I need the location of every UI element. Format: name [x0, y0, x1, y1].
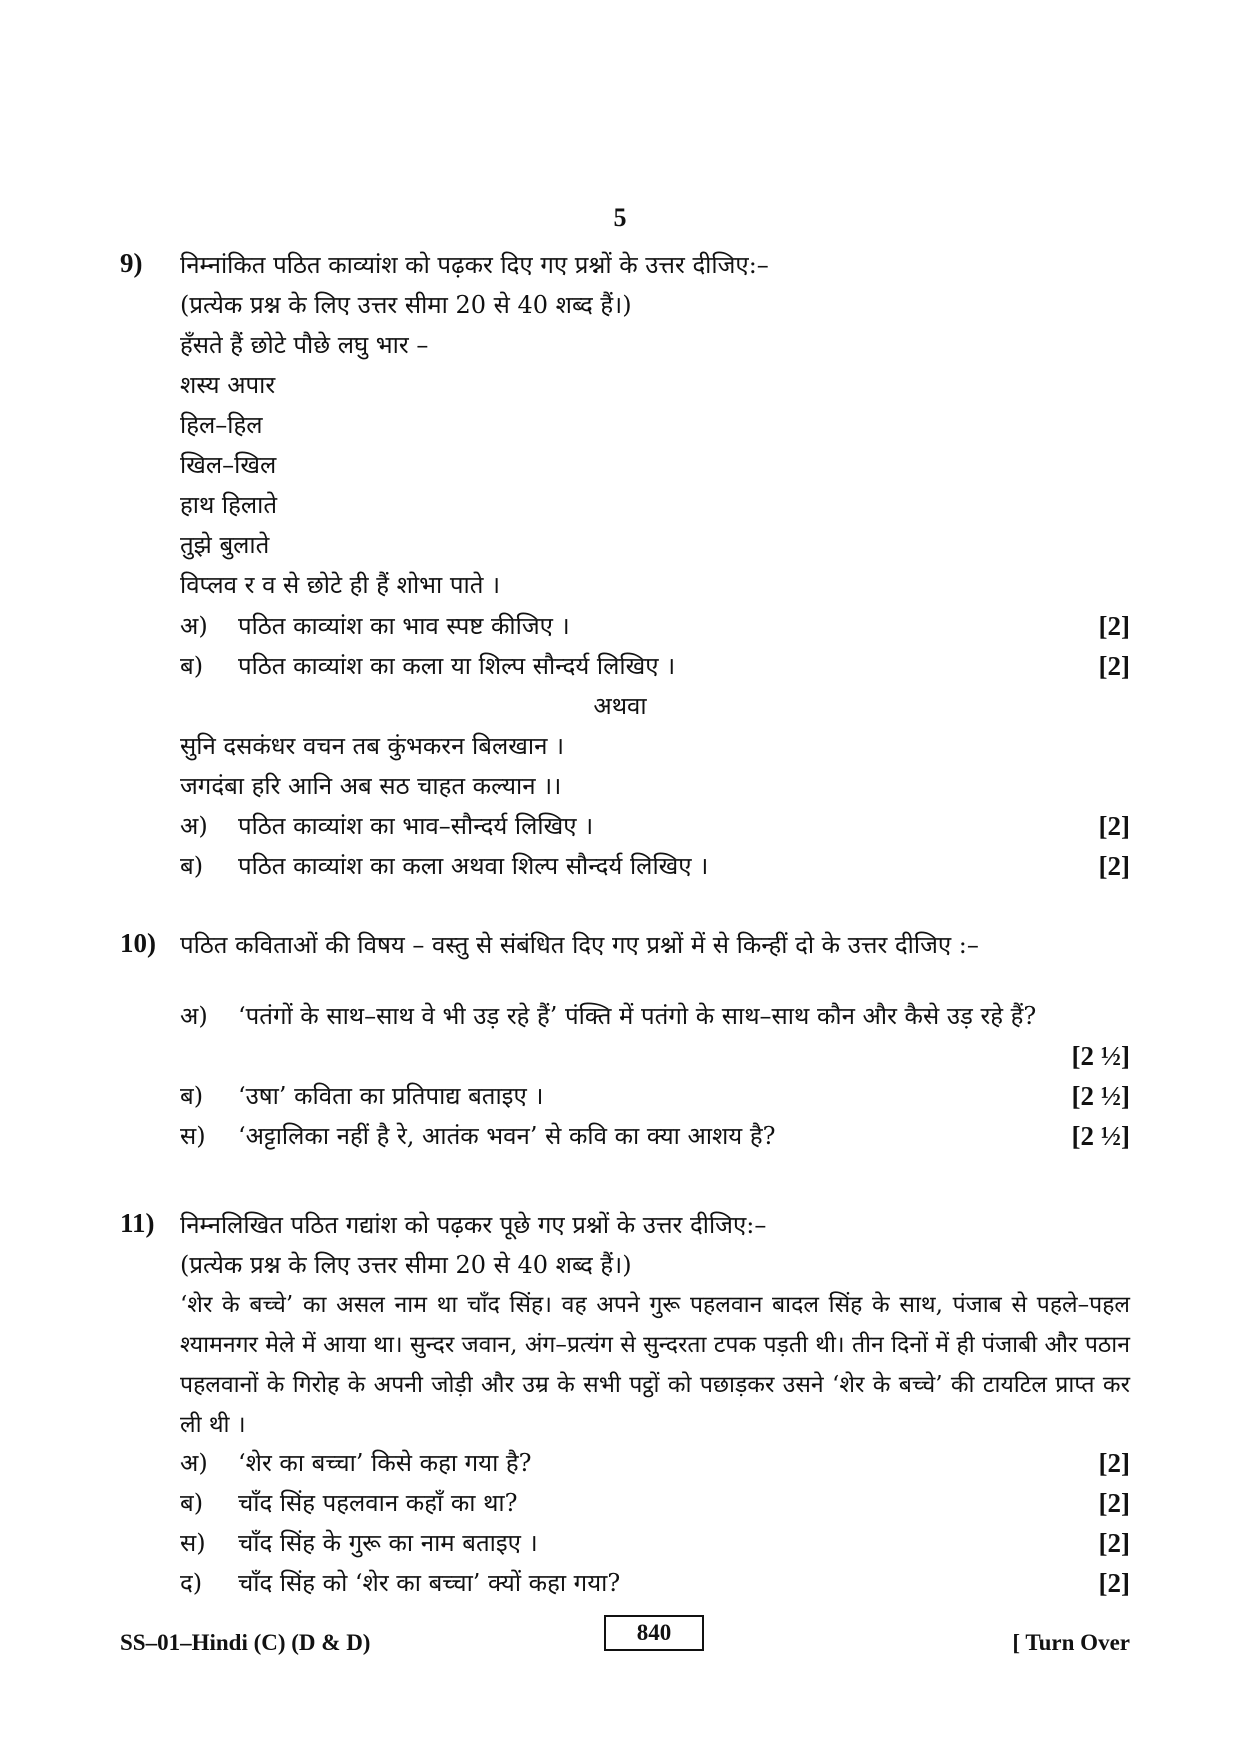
question-9-alt-a [180, 811, 1130, 841]
sub-question-label: अ) [180, 1002, 208, 1030]
question-10-instruction: पठित कविताओं की विषय – वस्तु से संबंधित दिए गए प्रश्नों में से किन्हीं दो के उत्तर दीजिए :– [180, 931, 979, 959]
sub-question-text: पठित काव्यांश का भाव स्पष्ट कीजिए । [238, 612, 570, 640]
poem-alt-line: जगदंबा हरि आनि अब सठ चाहत कल्यान ।। [180, 772, 562, 800]
question-11-c [180, 1528, 1130, 1558]
sub-question-text: ‘पतंगों के साथ–साथ वे भी उड़ रहे हैं’ पंक्ति में पतंगो के साथ–साथ कौन और कैसे उड़ रहे हैं? [238, 1002, 1037, 1030]
question-9-instruction: निम्नांकित पठित काव्यांश को पढ़कर दिए गए प्रश्नों के उत्तर दीजिए:– [180, 251, 769, 279]
question-11-number: 11) [120, 1208, 155, 1238]
prose-passage: ‘शेर के बच्चे’ का असल नाम था चाँद सिंह। वह अपने गुरू पहलवान बादल सिंह के साथ, पंजाब से पहले–पहल श्यामनगर मेले में आया था। सुन्दर जवान, अंग–प्रत्यंग से सुन्दरता टपक पड़ती थी। तीन दिनों में ही पंजाबी और पठान पहलवानों के गिरोह के अपनी जोड़ी और उम्र के सभी पट्ठों को पछाड़कर उसने ‘शेर के बच्चे’ की टायटिल प्राप्त कर ली थी । [180, 1292, 1130, 1438]
marks: [2] [1098, 1488, 1130, 1518]
sub-question-label: ब) [180, 852, 204, 880]
sub-question-label: ब) [180, 1489, 204, 1517]
or-separator: अथवा [593, 692, 647, 720]
sub-question-label: ब) [180, 1082, 204, 1110]
sub-question-text: पठित काव्यांश का भाव–सौन्दर्य लिखिए । [238, 812, 594, 840]
question-10-c [180, 1121, 1130, 1151]
poem-line: हाथ हिलाते [180, 491, 278, 519]
question-11-limit: (प्रत्येक प्रश्न के लिए उत्तर सीमा 20 से 40 शब्द हैं।) [180, 1251, 632, 1279]
marks: [2] [1098, 651, 1130, 681]
marks: [2] [1098, 811, 1130, 841]
sub-question-text: ‘उषा’ कविता का प्रतिपाद्य बताइए । [238, 1082, 544, 1110]
question-11-instruction: निम्नलिखित पठित गद्यांश को पढ़कर पूछे गए प्रश्नों के उत्तर दीजिए:– [180, 1211, 767, 1239]
question-9-alt-b [180, 851, 1130, 881]
sub-question-text: चाँद सिंह पहलवान कहाँ का था? [238, 1489, 518, 1517]
paper-number-box: 840 [604, 1615, 704, 1651]
sub-question-text: पठित काव्यांश का कला अथवा शिल्प सौन्दर्य लिखिए । [238, 852, 709, 880]
question-11-a [180, 1448, 1130, 1478]
sub-question-label: स) [180, 1122, 206, 1150]
marks: [2] [1098, 851, 1130, 881]
question-10-b [180, 1081, 1130, 1111]
question-10-a [180, 1001, 1130, 1031]
marks: [2] [1098, 611, 1130, 641]
sub-question-label: ब) [180, 652, 204, 680]
sub-question-label: द) [180, 1569, 203, 1597]
sub-question-label: स) [180, 1529, 206, 1557]
poem-line: विप्लव र व से छोटे ही हैं शोभा पाते । [180, 571, 501, 599]
poem-line: खिल–खिल [180, 451, 277, 479]
marks: [2 ½] [1071, 1081, 1130, 1111]
sub-question-text: ‘शेर का बच्चा’ किसे कहा गया है? [238, 1449, 532, 1477]
question-11-d [180, 1568, 1130, 1598]
question-9-b [180, 651, 1130, 681]
poem-line: हिल–हिल [180, 411, 263, 439]
question-11-b [180, 1488, 1130, 1518]
sub-question-label: अ) [180, 1449, 208, 1477]
marks: [2] [1098, 1448, 1130, 1478]
marks: [2] [1098, 1528, 1130, 1558]
sub-question-text: ‘अट्टालिका नहीं है रे, आतंक भवन’ से कवि का क्या आशय है? [238, 1122, 776, 1150]
question-10-number: 10) [120, 928, 156, 958]
question-9-number: 9) [120, 248, 143, 278]
poem-line: शस्य अपार [180, 371, 276, 399]
sub-question-label: अ) [180, 612, 208, 640]
poem-line: तुझे बुलाते [180, 531, 270, 559]
marks: [2] [1098, 1568, 1130, 1598]
question-9-limit: (प्रत्येक प्रश्न के लिए उत्तर सीमा 20 से 40 शब्द हैं।) [180, 291, 632, 319]
page-number: 5 [613, 203, 627, 232]
sub-question-text: चाँद सिंह के गुरू का नाम बताइए । [238, 1529, 538, 1557]
question-9-a [180, 611, 1130, 641]
poem-line: हँसते हैं छोटे पौछे लघु भार – [180, 331, 429, 359]
sub-question-text: पठित काव्यांश का कला या शिल्प सौन्दर्य लिखिए । [238, 652, 676, 680]
marks: [2 ½] [1071, 1121, 1130, 1151]
poem-alt-line: सुनि दसकंधर वचन तब कुंभकरन बिलखान । [180, 732, 565, 760]
sub-question-label: अ) [180, 812, 208, 840]
sub-question-text: चाँद सिंह को ‘शेर का बच्चा’ क्यों कहा गया? [238, 1569, 621, 1597]
turn-over-label: [ Turn Over [1012, 1630, 1130, 1655]
marks: [2 ½] [1071, 1041, 1130, 1071]
paper-code: SS–01–Hindi (C) (D & D) [120, 1630, 371, 1655]
